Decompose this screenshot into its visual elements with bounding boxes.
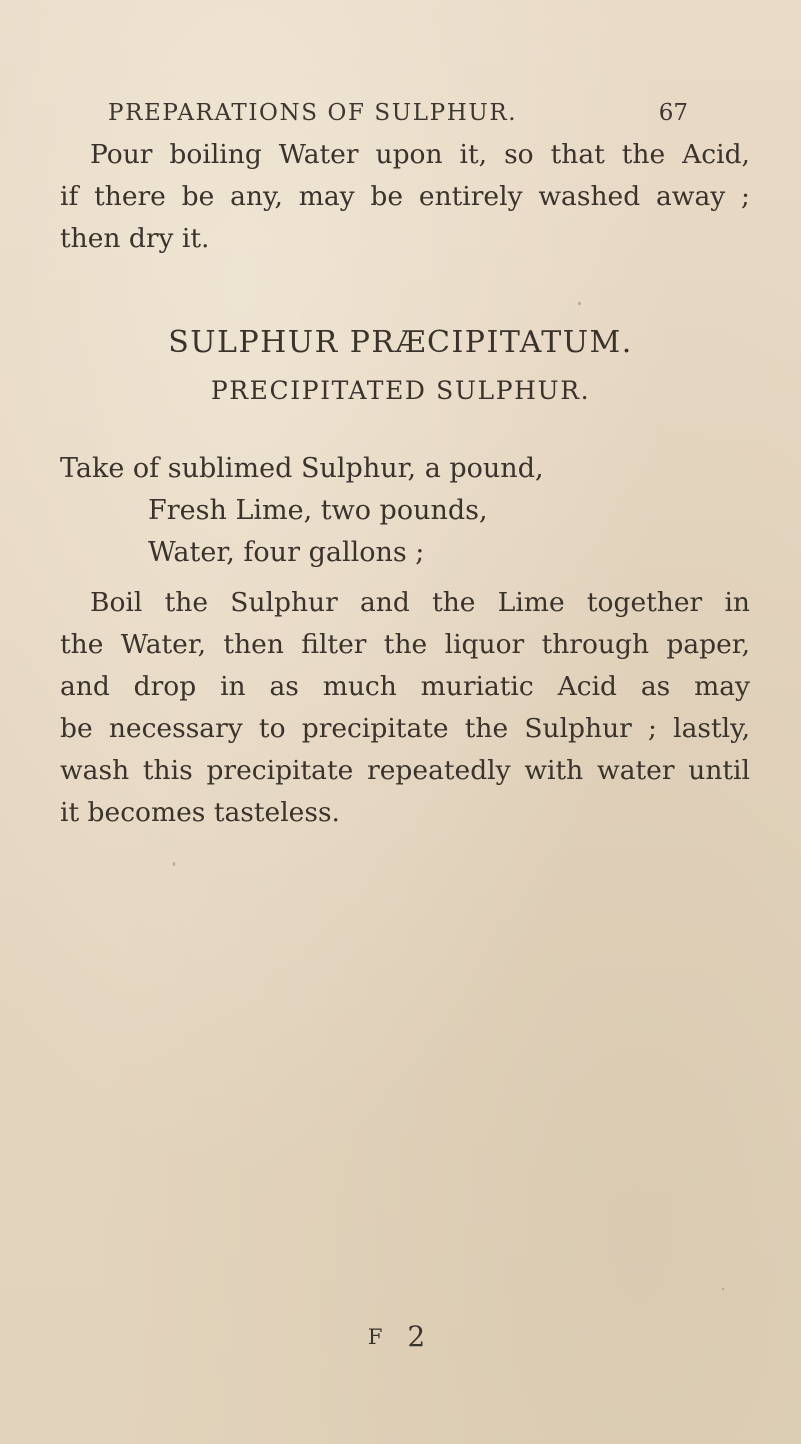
- recipe-line: Fresh Lime, two pounds,: [148, 495, 488, 526]
- page-number: 67: [658, 100, 688, 126]
- paragraph-line: be necessary to precipitate the Sulphur ; lastly,: [60, 713, 750, 744]
- running-head-title: PREPARATIONS OF SULPHUR.: [108, 100, 518, 126]
- paper-speck: [578, 302, 581, 305]
- paragraph-line: wash this precipitate repeatedly with water until: [60, 755, 750, 786]
- recipe-line: Water, four gallons ;: [148, 537, 425, 568]
- section-title-english: PRECIPITATED SULPHUR.: [210, 376, 591, 405]
- section-title-latin: SULPHUR PRÆCIPITATUM.: [168, 325, 633, 360]
- paragraph-method: [60, 582, 750, 834]
- paragraph-boiling-water: [60, 134, 750, 260]
- signature-number: 2: [407, 1320, 434, 1353]
- signature-mark: [0, 1320, 801, 1353]
- paragraph-line: if there be any, may be entirely washed away ;: [60, 181, 750, 212]
- paragraph-line: the Water, then filter the liquor through paper,: [60, 629, 750, 660]
- paragraph-line: then dry it.: [60, 223, 210, 254]
- paragraph-line: it becomes tasteless.: [60, 797, 340, 828]
- recipe-ingredients: [60, 448, 544, 574]
- paper-speck: [722, 1288, 724, 1290]
- paragraph-line: and drop in as much muriatic Acid as may: [60, 671, 750, 702]
- paper-speck: [173, 862, 175, 866]
- recipe-line: Take of sublimed Sulphur, a pound,: [60, 453, 544, 484]
- paragraph-line: Pour boiling Water upon it, so that the Acid,: [90, 139, 750, 170]
- signature-letter: F: [367, 1325, 391, 1349]
- paragraph-line: Boil the Sulphur and the Lime together in: [90, 587, 750, 618]
